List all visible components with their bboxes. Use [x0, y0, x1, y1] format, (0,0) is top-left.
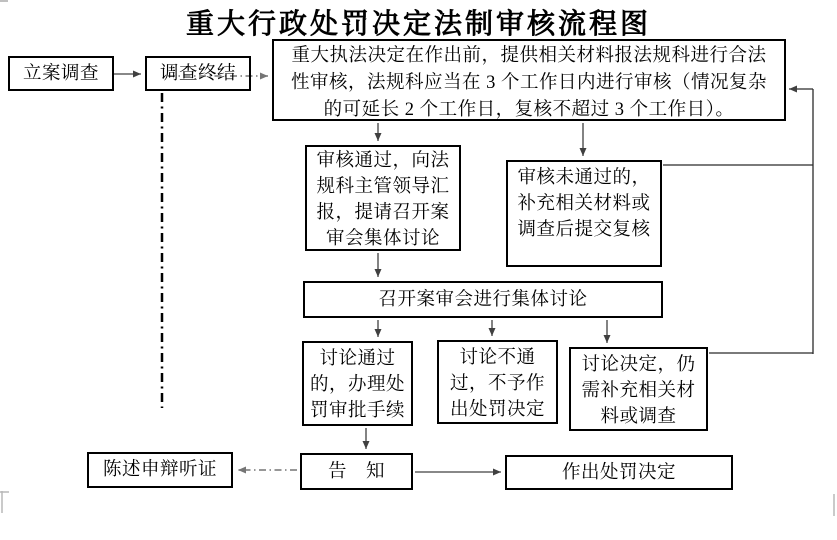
- node-fail: [506, 160, 662, 267]
- node-decision-label: 作出处罚决定: [561, 462, 676, 483]
- node-approved-line1: 讨论通过: [319, 349, 396, 369]
- node-approved-line2: 的，办理处: [309, 375, 405, 395]
- node-meeting-label: 召开案审会进行集体讨论: [378, 289, 588, 310]
- node-filing: [8, 56, 114, 91]
- node-pass-line4: 审会集体讨论: [325, 229, 440, 249]
- node-review-line2: 性审核，法规科应当在 3 个工作日内进行审核（情况复杂: [290, 73, 767, 93]
- node-conclusion: [145, 56, 251, 91]
- node-rejected-line1: 讨论不通: [459, 348, 536, 368]
- node-review-line1: 重大执法决定在作出前，提供相关材料报法规科进行合法: [291, 46, 767, 66]
- node-fail-line3: 调查后提交复核: [517, 220, 651, 240]
- node-meeting: [303, 281, 663, 318]
- node-approved-line3: 罚审批手续: [309, 401, 405, 421]
- node-hearing: [87, 452, 233, 488]
- node-supplement-line3: 料或调查: [600, 407, 677, 427]
- node-rejected-line3: 出处罚决定: [449, 400, 545, 420]
- node-notify: [300, 453, 413, 490]
- node-supplement-line1: 讨论决定，仍: [581, 355, 696, 375]
- node-fail-line2: 补充相关材料或: [517, 194, 651, 214]
- node-hearing-label: 陈述申辩听证: [102, 460, 217, 480]
- node-pass: [305, 145, 461, 251]
- node-pass-line2: 规科主管领导汇: [316, 177, 450, 197]
- node-fail-line1: 审核未通过的，: [517, 168, 651, 188]
- node-pass-line1: 审核通过，向法: [316, 151, 450, 171]
- node-supplement: [569, 347, 708, 431]
- node-rejected-line2: 过，不予作: [449, 374, 545, 394]
- node-rejected: [437, 340, 558, 424]
- node-decision: [505, 455, 733, 490]
- node-pass-line3: 报，提请召开案: [316, 203, 450, 223]
- node-supplement-line2: 需补充相关材: [581, 381, 696, 401]
- node-filing-label: 立案调查: [22, 63, 99, 84]
- node-review-line3: 的可延长 2 个工作日，复核不超过 3 个工作日）。: [323, 100, 735, 120]
- node-approved: [302, 341, 413, 426]
- page-title: 重大行政处罚决定法制审核流程图: [185, 9, 651, 40]
- node-notify-label: 告 知: [327, 461, 385, 482]
- node-review: [272, 39, 786, 121]
- node-conclusion-label: 调查终结: [159, 63, 236, 84]
